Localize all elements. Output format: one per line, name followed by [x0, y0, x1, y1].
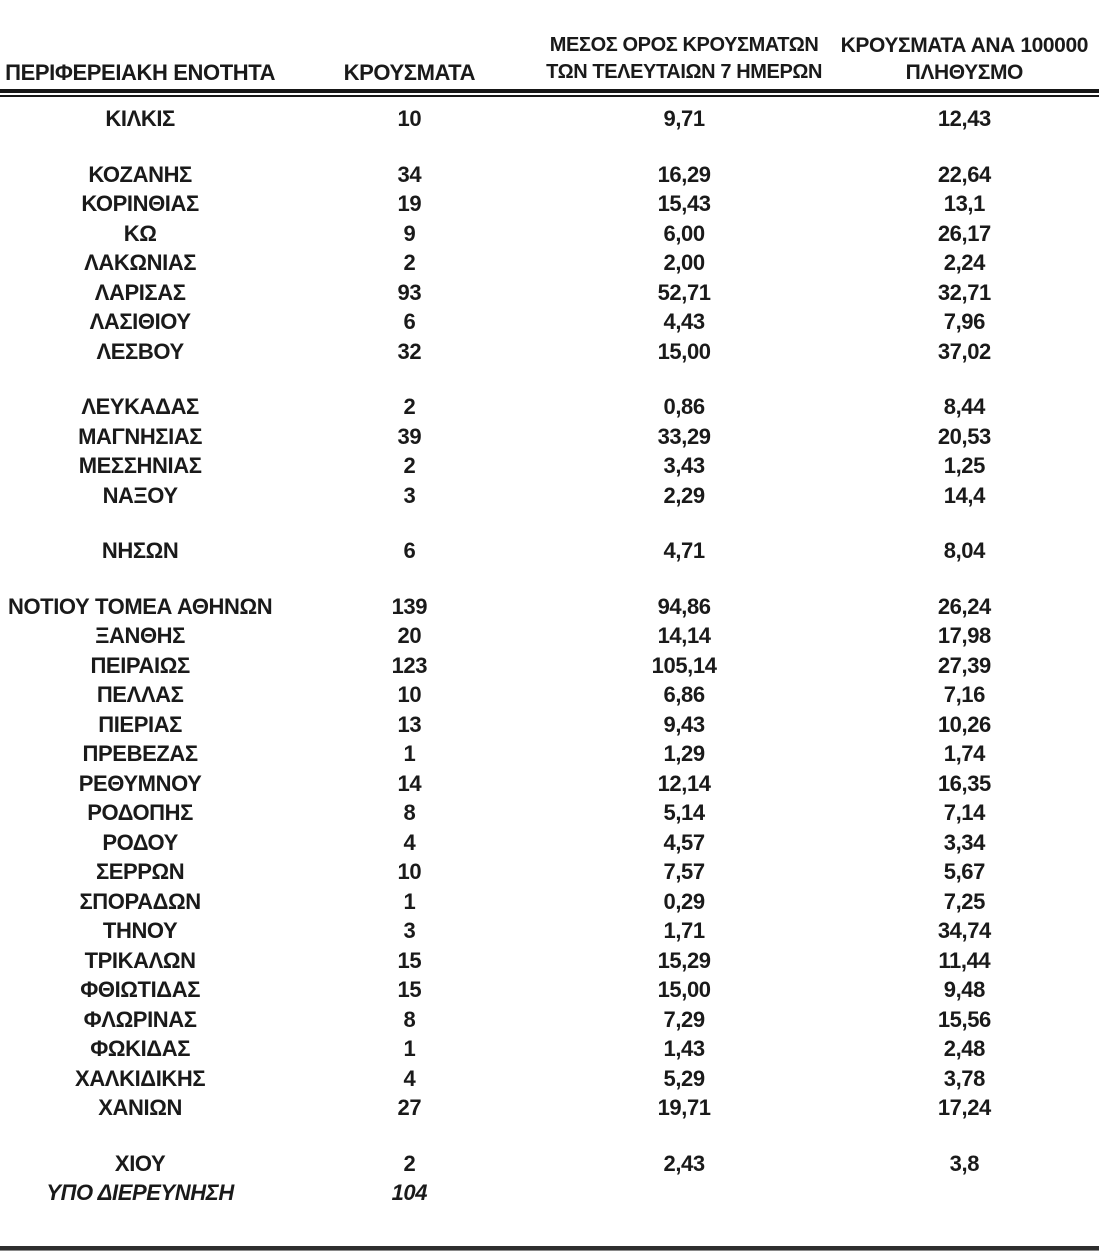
cases-cell: 9 [403, 220, 416, 246]
avg7-cell: 2,43 [663, 1150, 705, 1176]
avg7-cell: 94,86 [657, 593, 711, 619]
cases-cell: 13 [397, 711, 422, 737]
table-row [0, 104, 1099, 134]
header-per-100000-line1: ΚΡΟΥΣΜΑΤΑ ΑΝΑ 100000 [840, 34, 1089, 57]
region-cell: ΚΟΡΙΝΘΙΑΣ [81, 191, 199, 217]
table-row [0, 422, 1099, 452]
table-row [0, 481, 1099, 511]
cases-cell: 4 [403, 1065, 416, 1091]
per100k-cell: 7,96 [943, 309, 985, 335]
cases-cell: 2 [403, 453, 416, 479]
region-cell: ΚΩ [123, 220, 157, 246]
cases-cell: 93 [397, 279, 422, 305]
per100k-cell: 7,25 [943, 888, 985, 914]
region-cell: ΛΕΥΚΑΔΑΣ [81, 394, 199, 420]
region-cell: ΣΕΡΡΩΝ [95, 859, 185, 885]
region-cell: ΧΑΝΙΩΝ [98, 1095, 182, 1121]
header-per-100000 [830, 32, 1099, 86]
table-row [0, 651, 1099, 681]
header-cases-label: ΚΡΟΥΣΜΑΤΑ [343, 60, 476, 85]
table-row [0, 1149, 1099, 1179]
cases-cell: 8 [403, 1006, 416, 1032]
per100k-cell: 9,48 [943, 977, 985, 1003]
table-row [0, 769, 1099, 799]
region-cell: ΝΟΤΙΟΥ ΤΟΜΕΑ ΑΘΗΝΩΝ [7, 593, 273, 619]
table-row [0, 248, 1099, 278]
cases-cell: 10 [397, 682, 422, 708]
region-cell: ΧΙΟΥ [114, 1150, 166, 1176]
cases-cell: 4 [403, 829, 416, 855]
table-row [0, 916, 1099, 946]
cases-cell: 10 [397, 106, 422, 132]
per100k-cell: 1,25 [943, 453, 985, 479]
cases-cell: 15 [397, 977, 422, 1003]
table-row [0, 189, 1099, 219]
spacer-row [0, 134, 1099, 160]
region-cell: ΠΕΛΛΑΣ [96, 682, 184, 708]
table-header-row [0, 32, 1099, 86]
region-cell: ΣΠΟΡΑΔΩΝ [79, 888, 201, 914]
cases-cell: 2 [403, 394, 416, 420]
per100k-cell: 22,64 [937, 161, 991, 187]
region-cell: ΠΙΕΡΙΑΣ [98, 711, 182, 737]
table-row [0, 828, 1099, 858]
table-row [0, 307, 1099, 337]
cases-cell: 14 [397, 770, 422, 796]
per100k-cell: 37,02 [937, 338, 991, 364]
per100k-cell: 2,24 [943, 250, 985, 276]
table-row [0, 592, 1099, 622]
per100k-cell: 3,8 [949, 1150, 980, 1176]
region-cell: ΛΑΡΙΣΑΣ [94, 279, 186, 305]
avg7-cell: 12,14 [657, 770, 711, 796]
cases-cell: 139 [391, 593, 428, 619]
region-cell: ΜΑΓΝΗΣΙΑΣ [78, 423, 203, 449]
cases-cell: 2 [403, 250, 416, 276]
header-cases [280, 59, 538, 86]
avg7-cell: 1,29 [663, 741, 705, 767]
per100k-cell: 34,74 [937, 918, 991, 944]
table-row [0, 739, 1099, 769]
avg7-cell: 4,71 [663, 538, 705, 564]
region-cell: ΡΟΔΟΥ [102, 829, 178, 855]
avg7-cell: 1,71 [663, 918, 705, 944]
header-7day-average-line2: ΤΩΝ ΤΕΛΕΥΤΑΙΩΝ 7 ΗΜΕΡΩΝ [546, 61, 823, 83]
region-cell: ΦΛΩΡΙΝΑΣ [83, 1006, 197, 1032]
table-row [0, 857, 1099, 887]
per100k-cell: 26,24 [937, 593, 991, 619]
table-row [0, 536, 1099, 566]
header-regional-unit-label: ΠΕΡΙΦΕΡΕΙΑΚΗ ΕΝΟΤΗΤΑ [5, 60, 276, 85]
avg7-cell: 15,00 [657, 977, 711, 1003]
table-row [0, 1034, 1099, 1064]
table-row [0, 946, 1099, 976]
cases-cell: 27 [397, 1095, 422, 1121]
region-cell: ΡΟΔΟΠΗΣ [87, 800, 193, 826]
table-row [0, 392, 1099, 422]
avg7-cell: 33,29 [657, 423, 711, 449]
per100k-cell: 12,43 [937, 106, 991, 132]
avg7-cell: 14,14 [657, 623, 711, 649]
cases-cell: 8 [403, 800, 416, 826]
per100k-cell: 7,14 [943, 800, 985, 826]
avg7-cell: 6,00 [663, 220, 705, 246]
per100k-cell: 17,24 [937, 1095, 991, 1121]
cases-cell: 20 [397, 623, 422, 649]
cases-cell: 39 [397, 423, 422, 449]
avg7-cell: 16,29 [657, 161, 711, 187]
region-cell: ΝΑΞΟΥ [102, 482, 178, 508]
avg7-cell: 15,43 [657, 191, 711, 217]
region-cell: ΠΡΕΒΕΖΑΣ [82, 741, 198, 767]
table-row [0, 621, 1099, 651]
region-cell: ΦΘΙΩΤΙΔΑΣ [80, 977, 200, 1003]
per100k-cell: 11,44 [938, 947, 991, 973]
region-cell: ΝΗΣΩΝ [101, 538, 179, 564]
region-cell: ΥΠΟ ΔΙΕΡΕΥΝΗΣΗ [46, 1180, 234, 1206]
cases-cell: 3 [403, 918, 416, 944]
region-cell: ΧΑΛΚΙΔΙΚΗΣ [75, 1065, 206, 1091]
cases-cell: 2 [403, 1150, 416, 1176]
bottom-divider-rule [0, 1246, 1099, 1251]
per100k-cell: 13,1 [943, 191, 985, 217]
per100k-cell: 14,4 [943, 482, 985, 508]
table-row [0, 887, 1099, 917]
cases-cell: 32 [397, 338, 422, 364]
header-7day-average-line1: ΜΕΣΟΣ ΟΡΟΣ ΚΡΟΥΣΜΑΤΩΝ [549, 34, 819, 56]
cases-cell: 1 [403, 888, 416, 914]
spacer-row [0, 366, 1099, 392]
avg7-cell: 0,29 [663, 888, 705, 914]
per100k-cell: 32,71 [937, 279, 991, 305]
avg7-cell: 15,29 [657, 947, 711, 973]
avg7-cell: 52,71 [657, 279, 711, 305]
avg7-cell: 105,14 [651, 652, 717, 678]
header-per-100000-line2: ΠΛΗΘΥΣΜΟ [905, 61, 1023, 84]
per100k-cell: 2,48 [943, 1036, 985, 1062]
table-row [0, 975, 1099, 1005]
region-cell: ΛΕΣΒΟΥ [96, 338, 184, 364]
avg7-cell: 3,43 [663, 453, 705, 479]
per100k-cell: 15,56 [937, 1006, 991, 1032]
avg7-cell: 9,43 [663, 711, 705, 737]
table-row [0, 1005, 1099, 1035]
table-row [0, 1064, 1099, 1094]
table-row [0, 278, 1099, 308]
per100k-cell: 1,74 [943, 741, 985, 767]
per100k-cell: 8,44 [943, 394, 985, 420]
per100k-cell: 17,98 [937, 623, 991, 649]
per100k-cell: 26,17 [937, 220, 991, 246]
avg7-cell: 4,57 [663, 829, 705, 855]
avg7-cell: 1,43 [663, 1036, 705, 1062]
per100k-cell: 27,39 [937, 652, 991, 678]
table-row [0, 710, 1099, 740]
cases-cell: 1 [403, 741, 416, 767]
avg7-cell: 7,57 [663, 859, 705, 885]
per100k-cell: 10,26 [937, 711, 991, 737]
table-row [0, 451, 1099, 481]
cases-cell: 34 [397, 161, 422, 187]
avg7-cell: 5,29 [663, 1065, 705, 1091]
region-cell: ΦΩΚΙΔΑΣ [90, 1036, 191, 1062]
avg7-cell: 0,86 [663, 394, 705, 420]
per100k-cell: 8,04 [943, 538, 985, 564]
avg7-cell: 15,00 [657, 338, 711, 364]
spacer-row [0, 510, 1099, 536]
table-row [0, 1093, 1099, 1123]
avg7-cell: 5,14 [663, 800, 705, 826]
per100k-cell: 3,34 [943, 829, 985, 855]
avg7-cell: 6,86 [663, 682, 705, 708]
table-row [0, 160, 1099, 190]
table-row [0, 680, 1099, 710]
cases-cell: 104 [391, 1180, 428, 1206]
header-regional-unit [0, 59, 280, 86]
cases-cell: 15 [397, 947, 422, 973]
avg7-cell: 19,71 [657, 1095, 711, 1121]
cases-cell: 6 [403, 538, 416, 564]
region-cell: ΜΕΣΣΗΝΙΑΣ [78, 453, 202, 479]
per100k-cell: 7,16 [943, 682, 985, 708]
table-row [0, 1178, 1099, 1208]
per100k-cell: 3,78 [943, 1065, 985, 1091]
region-cell: ΤΡΙΚΑΛΩΝ [84, 947, 196, 973]
region-cell: ΡΕΘΥΜΝΟΥ [78, 770, 202, 796]
per100k-cell: 5,67 [943, 859, 985, 885]
region-cell: ΚΙΛΚΙΣ [105, 106, 175, 132]
spacer-row [0, 566, 1099, 592]
cases-cell: 19 [397, 191, 422, 217]
per100k-cell: 16,35 [937, 770, 991, 796]
region-cell: ΠΕΙΡΑΙΩΣ [90, 652, 190, 678]
table-row [0, 337, 1099, 367]
region-cell: ΚΟΖΑΝΗΣ [88, 161, 192, 187]
avg7-cell: 2,00 [663, 250, 705, 276]
table-row [0, 798, 1099, 828]
region-cell: ΛΑΣΙΘΙΟΥ [89, 309, 191, 335]
per100k-cell: 20,53 [937, 423, 991, 449]
table-row [0, 219, 1099, 249]
cases-cell: 6 [403, 309, 416, 335]
avg7-cell: 2,29 [663, 482, 705, 508]
avg7-cell: 9,71 [663, 106, 705, 132]
table-body [0, 97, 1099, 1208]
avg7-cell: 7,29 [663, 1006, 705, 1032]
cases-cell: 3 [403, 482, 416, 508]
header-divider-rule [0, 89, 1099, 97]
cases-cell: 123 [391, 652, 428, 678]
region-cell: ΛΑΚΩΝΙΑΣ [84, 250, 197, 276]
cases-cell: 10 [397, 859, 422, 885]
cases-cell: 1 [403, 1036, 416, 1062]
region-cell: ΞΑΝΘΗΣ [95, 623, 185, 649]
spacer-row [0, 1123, 1099, 1149]
header-7day-average [538, 32, 829, 86]
avg7-cell: 4,43 [663, 309, 705, 335]
region-cell: ΤΗΝΟΥ [102, 918, 178, 944]
